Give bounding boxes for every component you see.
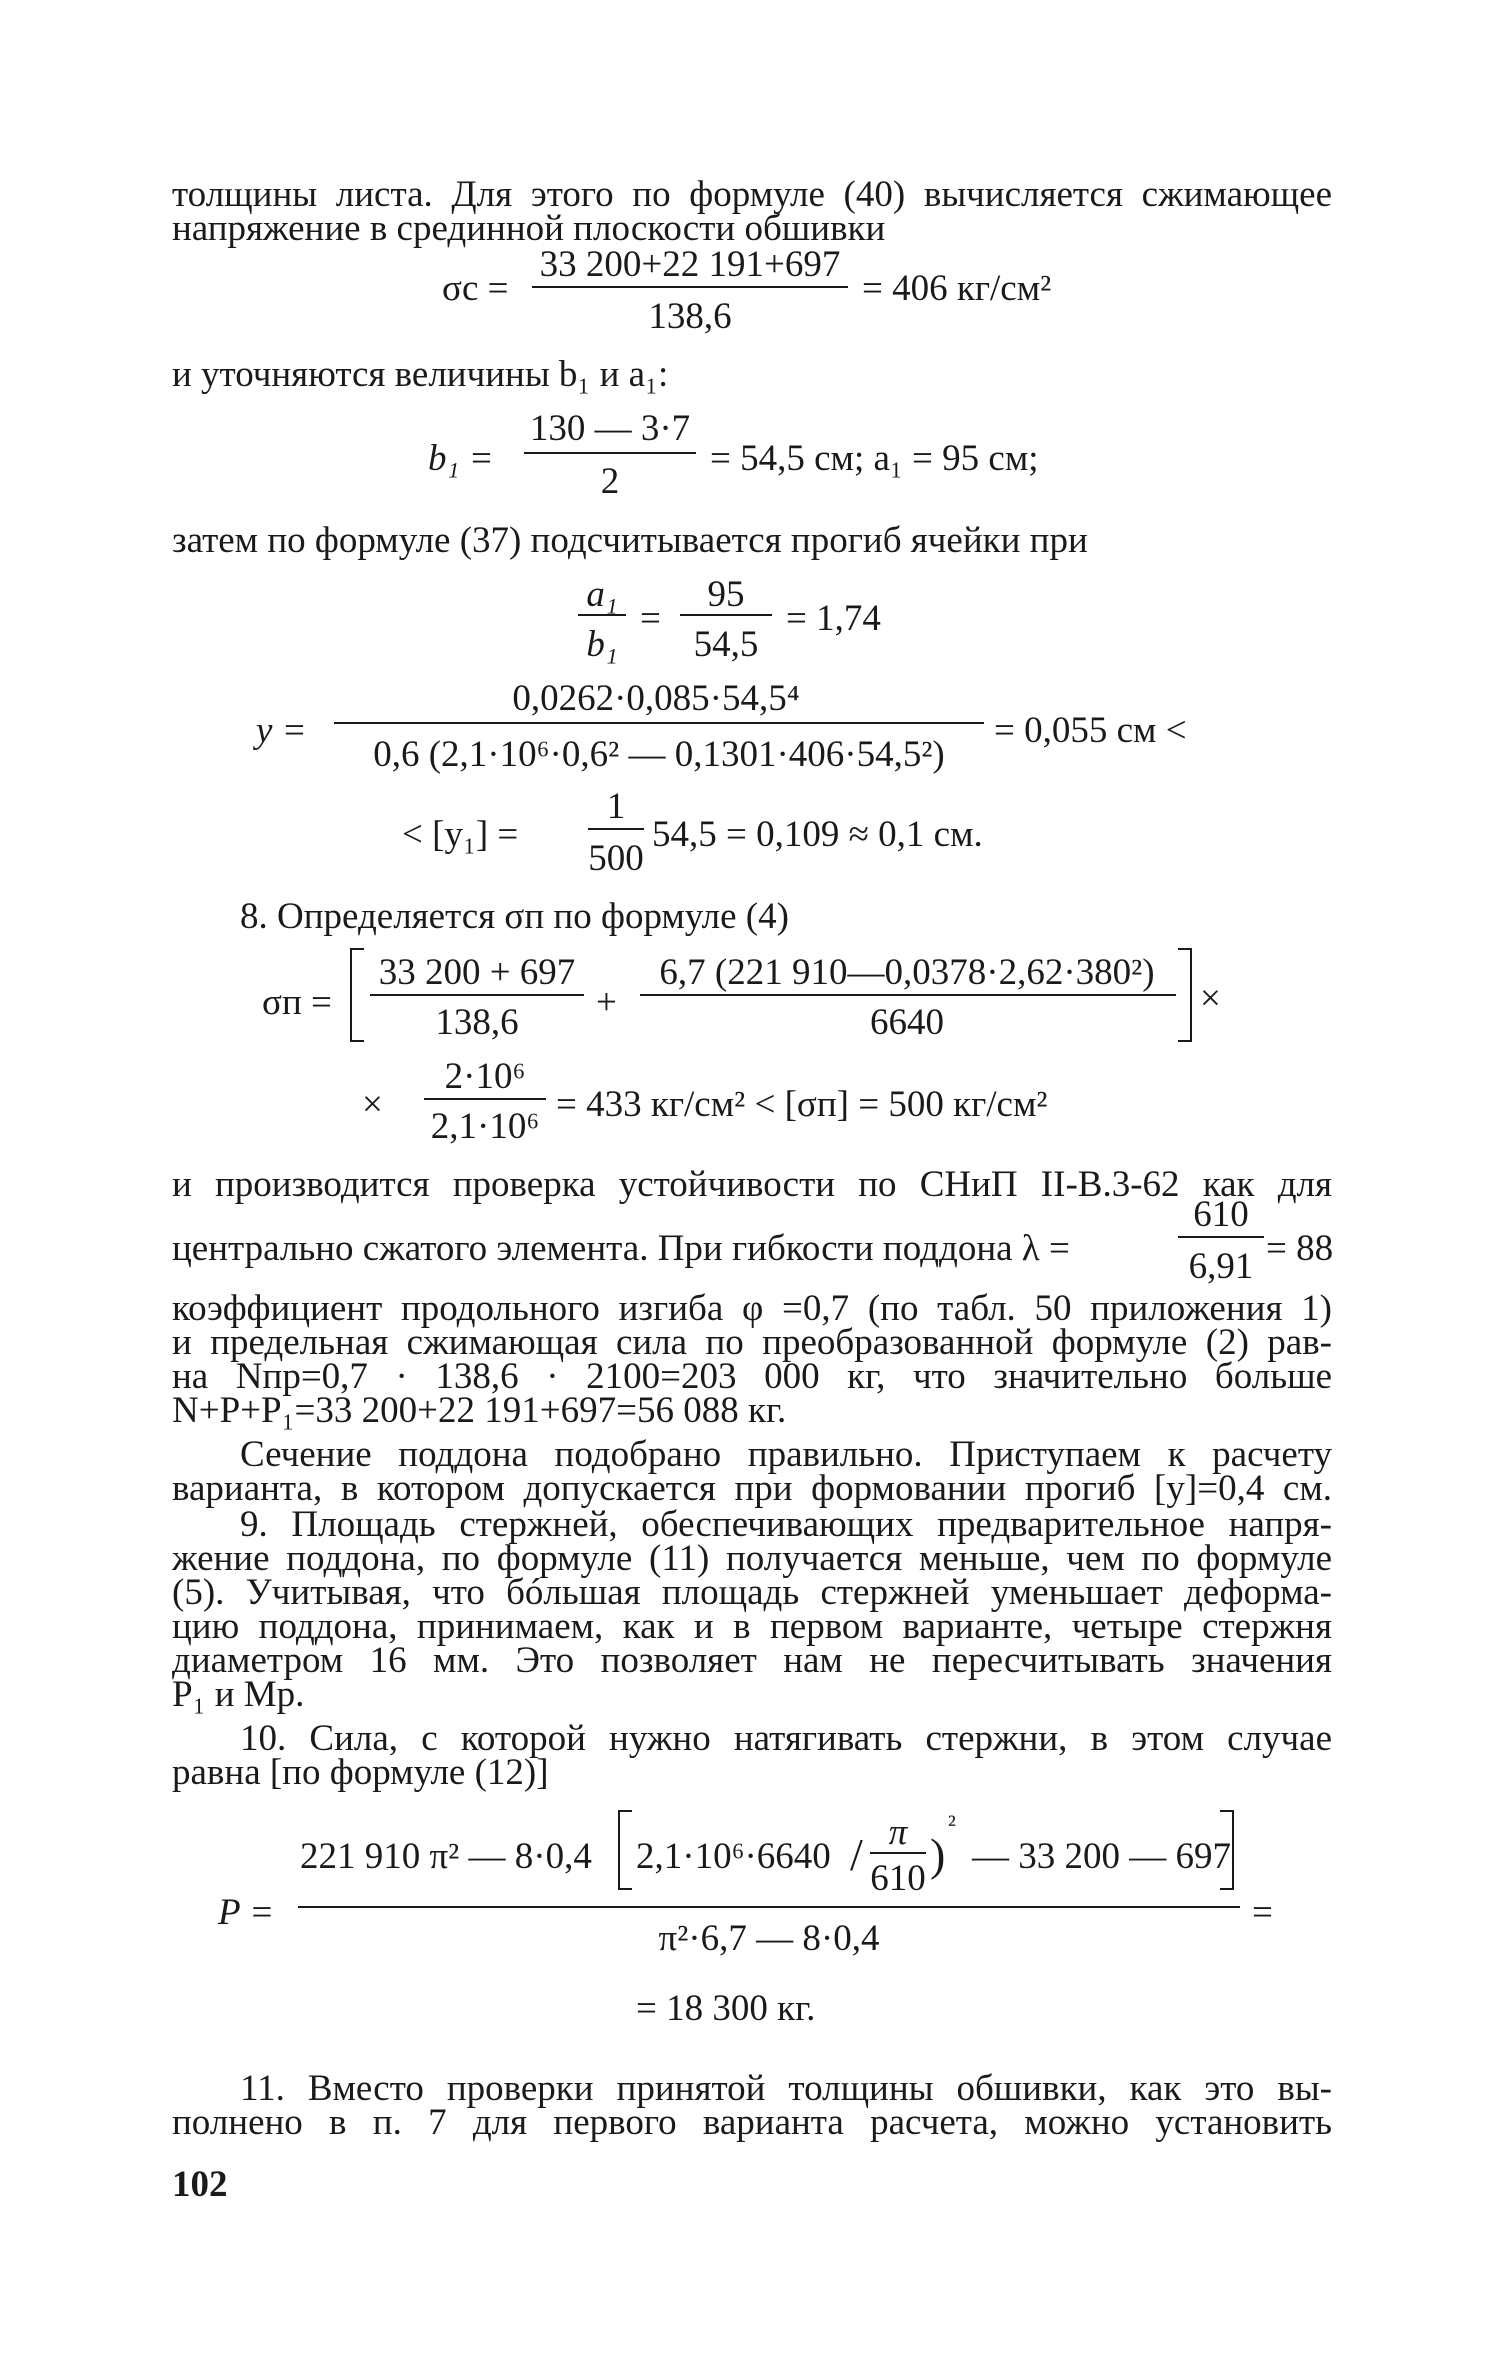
formula-numerator: 2·10⁶ [444,1056,526,1097]
formula-denominator: 500 [588,838,644,879]
fraction-bar [588,828,644,830]
formula-rhs: = 0,055 см < [994,710,1187,751]
formula-rhs: = 406 кг/см² [862,268,1052,309]
formula-eq: = [640,598,661,639]
formula-numerator-part: 2,1·10⁶·6640 [636,1836,831,1877]
formula-denominator: b₁ [586,624,618,665]
fraction-bar [640,994,1176,996]
formula-result: = 18 300 кг. [636,1988,816,2029]
formula-denominator: 2,1·10⁶ [430,1106,540,1147]
formula-rhs: = 1,74 [786,598,881,639]
formula-denominator: 138,6 [648,296,732,337]
formula-lhs: < [y₁] = [402,814,519,855]
formula-numerator: 33 200+22 191+697 [539,244,841,285]
formula-numerator: 95 [707,574,745,615]
formula-numerator: π [888,1812,908,1853]
text-line: варианта, в котором допускается при формовании прогиб [y]=0,4 см. [172,1468,1332,1509]
fraction-bar [578,614,626,616]
fraction-bar [424,1098,546,1100]
formula-times: × [362,1084,383,1125]
text-line: и предельная сжимающая сила по преобразованной формуле (2) рав- [172,1322,1332,1363]
text-line: жение поддона, по формуле (11) получается меньше, чем по формуле [172,1538,1332,1579]
formula-denominator: 0,6 (2,1·10⁶·0,6² — 0,1301·406·54,5²) [373,734,945,775]
text-line: центрально сжатого элемента. При гибкости поддона λ = [172,1228,1070,1269]
formula-lhs: b₁ = [428,438,494,479]
text-line: и производится проверка устойчивости по СНиП II-В.3-62 как для [172,1164,1332,1205]
text-line: на Nпр=0,7 · 138,6 · 2100=203 000 кг, что значительно больше [172,1356,1332,1397]
formula-denominator: π²·6,7 — 8·0,4 [658,1918,880,1959]
text-line: N+P+P₁=33 200+22 191+697=56 088 кг. [172,1390,787,1431]
fraction-bar [524,452,696,454]
text-line: P₁ и Mр. [172,1674,305,1715]
bracket-right [1220,1810,1234,1890]
formula-lhs: P = [218,1892,275,1933]
text-line: полнено в п. 7 для первого варианта расчета, можно установить [172,2102,1332,2143]
formula-denominator: 138,6 [435,1002,519,1043]
formula-denominator: 6,91 [1188,1246,1254,1287]
text-line: диаметром 16 мм. Это позволяет нам не пересчитывать значения [172,1640,1332,1681]
fraction-bar [870,1852,926,1854]
formula-denominator: 54,5 [693,624,759,665]
fraction-bar [298,1906,1240,1908]
fraction-bar [532,286,848,288]
fraction-bar [1178,1236,1264,1238]
text-line: напряжение в срединной плоскости обшивки [172,208,886,249]
paren-left: / [850,1829,863,1880]
text-line: (5). Учитывая, что бóльшая площадь стержней уменьшает деформа- [172,1572,1332,1613]
formula-lhs: σп = [262,982,332,1023]
formula-rhs: 54,5 = 0,109 ≈ 0,1 см. [652,814,983,855]
formula-numerator: 610 [1193,1194,1249,1235]
text-line: 11. Вместо проверки принятой толщины обшивки, как это вы- [240,2068,1332,2109]
text-line: 8. Определяется σп по формуле (4) [240,896,789,937]
fraction-bar [370,994,584,996]
bracket-left [618,1810,632,1890]
formula-numerator-part: — 33 200 — 697 [972,1836,1231,1877]
formula-times: × [1200,978,1221,1019]
text-line: 9. Площадь стержней, обеспечивающих предварительное напря- [240,1504,1332,1545]
bracket-right [1178,948,1192,1042]
formula-lhs: y = [256,710,307,751]
text-line: Сечение поддона подобрано правильно. Приступаем к расчету [240,1434,1332,1475]
formula-plus: + [596,982,617,1023]
formula-eq: = [1252,1892,1273,1933]
text-line: равна [по формуле (12)] [172,1752,549,1793]
formula-exponent: ² [948,1810,956,1839]
formula-numerator: 130 — 3·7 [529,408,691,449]
text-line: затем по формуле (37) подсчитывается прогиб ячейки при [172,520,1088,561]
text-line: цию поддона, принимаем, как и в первом варианте, четыре стержня [172,1606,1332,1647]
formula-numerator: 6,7 (221 910—0,0378·2,62·380²) [659,952,1155,993]
fraction-bar [334,722,984,724]
formula-rhs: = 88 [1266,1228,1334,1269]
formula-denominator: 6640 [870,1002,944,1043]
page-number: 102 [172,2164,228,2205]
formula-numerator: 1 [606,786,626,827]
text-line: и уточняются величины b₁ и a₁: [172,354,669,395]
paren-right: ) [930,1829,946,1880]
formula-denominator: 610 [870,1858,926,1899]
formula-rhs: = 54,5 см; a₁ = 95 см; [710,438,1039,479]
text-line: коэффициент продольного изгиба φ =0,7 (по табл. 50 приложения 1) [172,1288,1332,1329]
formula-lhs: σc = [442,268,509,309]
formula-denominator: 2 [600,461,620,502]
formula-numerator: 0,0262·0,085·54,5⁴ [512,678,800,719]
bracket-left [350,948,364,1042]
text-line: толщины листа. Для этого по формуле (40) вычисляется сжимающее [172,174,1332,215]
formula-numerator: 33 200 + 697 [378,952,576,993]
formula-numerator: a₁ [586,574,618,615]
formula-rhs: = 433 кг/см² < [σп] = 500 кг/см² [556,1084,1048,1125]
fraction-bar [680,614,772,616]
formula-numerator-part: 221 910 π² — 8·0,4 [300,1836,592,1877]
text-line: 10. Сила, с которой нужно натягивать стержни, в этом случае [240,1718,1332,1759]
